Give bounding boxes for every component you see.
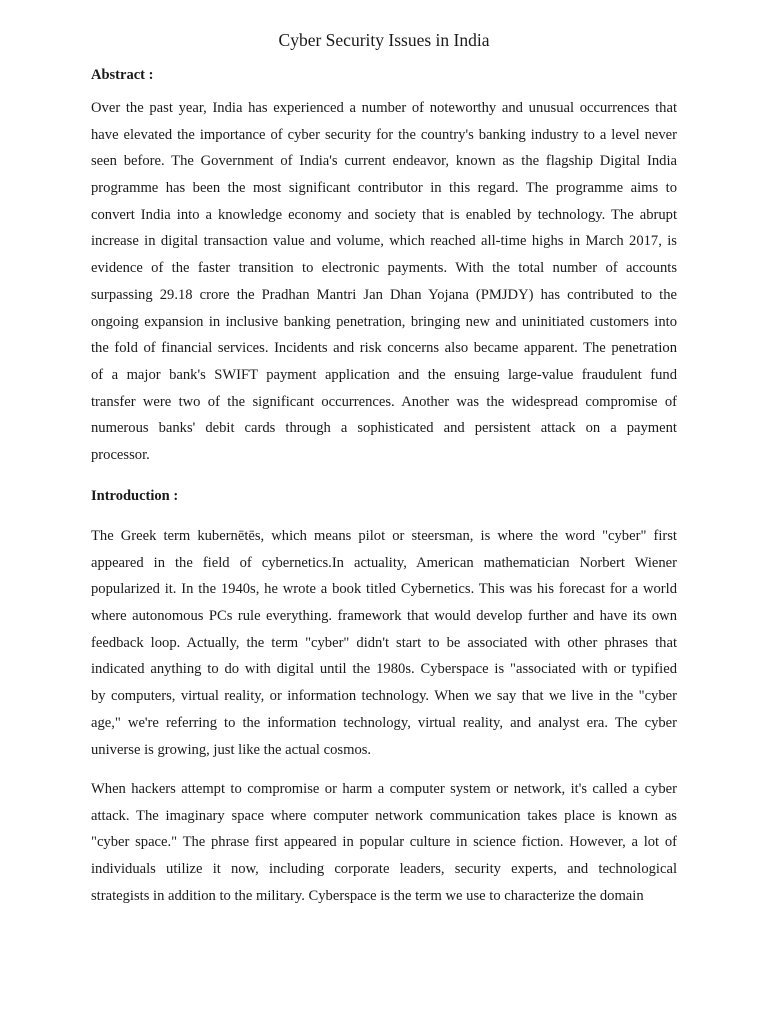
text-line: surpassing 29.18 crore the Pradhan Mantri Jan Dhan Yojana (PMJDY) has contributed to the (91, 286, 677, 303)
text-line: appeared in the field of cybernetics.In actuality, American mathematician Norbert Wiener (91, 554, 677, 571)
text-line: where autonomous PCs rule everything. framework that would develop further and have its own (91, 608, 677, 625)
text-line: have elevated the importance of cyber security for the country's banking industry to a level never (91, 126, 677, 143)
text-line: of a major bank's SWIFT payment application and the ensuing large-value fraudulent fund (91, 366, 677, 383)
text-line: attack. The imaginary space where computer network communication takes place is known as (91, 807, 677, 824)
text-line: increase in digital transaction value and volume, which reached all-time highs in March 2017, is (91, 233, 677, 250)
text-line: popularized it. In the 1940s, he wrote a book titled Cybernetics. This was his forecast for a world (91, 581, 677, 598)
text-line: Over the past year, India has experienced a number of noteworthy and unusual occurrences that (91, 100, 677, 116)
text-line: indicated anything to do with digital until the 1980s. Cyberspace is "associated with or typified (91, 661, 677, 678)
text-line: processor. (91, 446, 150, 463)
introduction-heading: Introduction : (91, 488, 179, 504)
text-line: programme has been the most significant contributor in this regard. The programme aims to (91, 180, 677, 197)
abstract-paragraph (91, 95, 677, 469)
introduction-paragraph-2 (91, 776, 677, 909)
text-line: transfer were two of the significant occurrences. Another was the widespread compromise of (91, 393, 677, 410)
text-line: the fold of financial services. Incidents and risk concerns also became apparent. The penetration (91, 340, 677, 357)
text-line: individuals utilize it now, including corporate leaders, security experts, and technological (91, 861, 677, 878)
text-line: age," we're referring to the information technology, virtual reality, and analyst era. The cyber (91, 714, 677, 731)
text-line: "cyber space." The phrase first appeared in popular culture in science fiction. However, a lot of (91, 834, 677, 851)
text-line: feedback loop. Actually, the term "cyber" didn't start to be associated with other phrases that (91, 634, 677, 651)
text-line: ongoing expansion in inclusive banking penetration, bringing new and uninitiated customers into (91, 313, 677, 330)
text-line: numerous banks' debit cards through a sophisticated and persistent attack on a payment (91, 420, 677, 437)
text-line: evidence of the faster transition to electronic payments. With the total number of accounts (91, 260, 677, 277)
text-line: When hackers attempt to compromise or harm a computer system or network, it's called a cyber (91, 781, 677, 797)
text-line: The Greek term kubernētēs, which means pilot or steersman, is where the word "cyber" first (91, 528, 677, 544)
text-line: strategists in addition to the military. Cyberspace is the term we use to characterize the domain (91, 887, 644, 904)
text-line: convert India into a knowledge economy and society that is enabled by technology. The abrupt (91, 206, 677, 223)
abstract-heading: Abstract : (91, 67, 154, 83)
document-title: Cyber Security Issues in India (278, 30, 490, 50)
text-line: seen before. The Government of India's current endeavor, known as the flagship Digital India (91, 153, 677, 170)
introduction-paragraph-1 (91, 523, 677, 763)
text-line: by computers, virtual reality, or information technology. When we say that we live in the "cyber (91, 688, 677, 705)
text-line: universe is growing, just like the actual cosmos. (91, 741, 372, 758)
